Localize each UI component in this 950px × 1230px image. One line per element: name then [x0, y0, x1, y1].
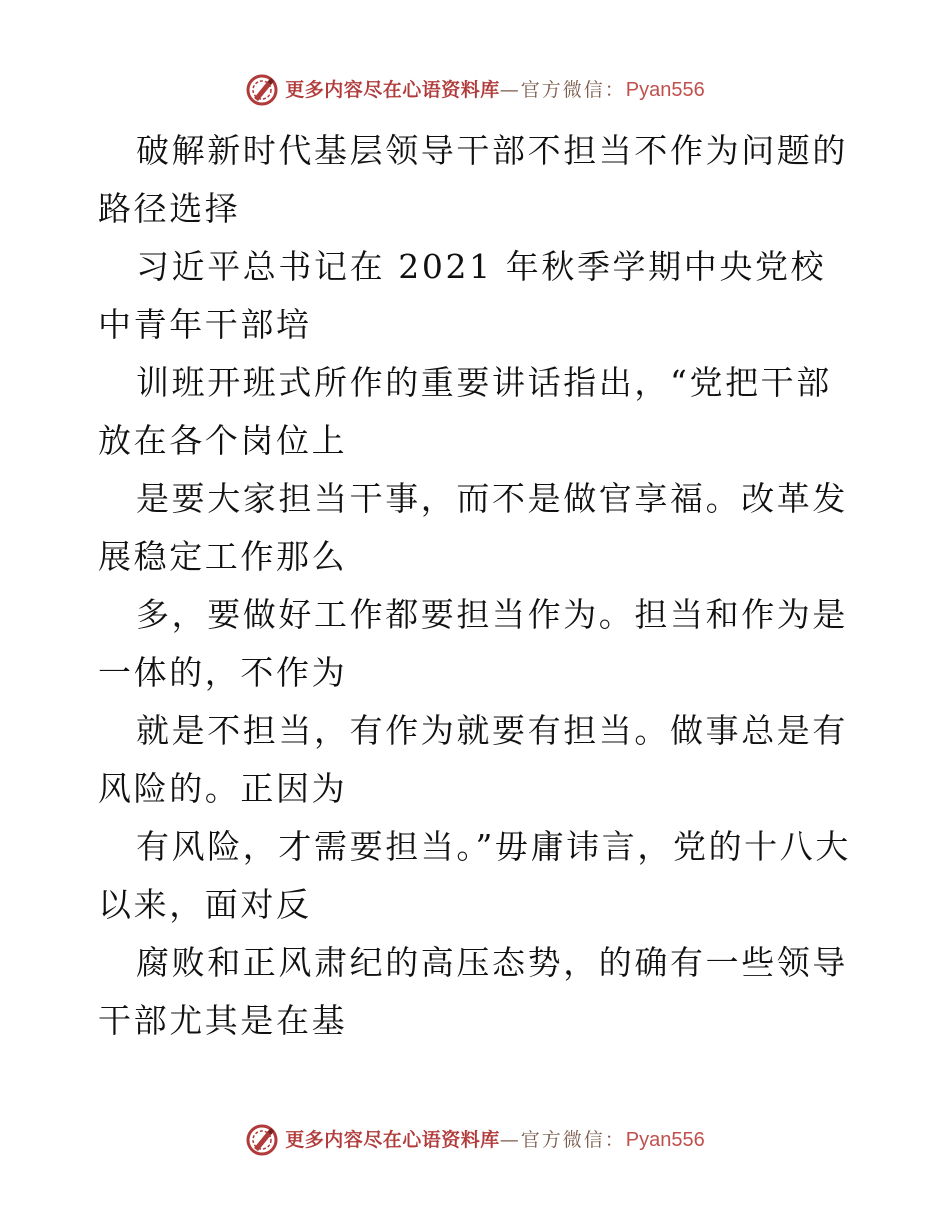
banner-site-name: 更多内容尽在心语资料库 — [285, 1128, 500, 1151]
paragraph-line: 就是不担当，有作为就要有担当。做事总是有风险的。正因为 — [98, 711, 848, 808]
banner-text — [285, 80, 705, 100]
document-body — [98, 122, 858, 1050]
pen-nib-circle-icon — [245, 1123, 279, 1157]
paragraph-title: 破解新时代基层领导干部不担当不作为问题的路径选择 — [98, 131, 848, 228]
banner-wechat-label: —官方微信： — [499, 78, 626, 101]
paragraph-line: 习近平总书记在 2021 年秋季学期中央党校中青年干部培 — [98, 247, 827, 344]
paragraph-line: 是要大家担当干事，而不是做官享福。改革发展稳定工作那么 — [98, 479, 848, 576]
header-banner — [0, 70, 950, 110]
banner-wechat-label: —官方微信： — [499, 1128, 626, 1151]
banner-site-name: 更多内容尽在心语资料库 — [285, 78, 500, 101]
banner-text — [285, 1130, 705, 1150]
paragraph-line: 腐败和正风肃纪的高压态势，的确有一些领导干部尤其是在基 — [98, 943, 848, 1040]
footer-banner — [0, 1120, 950, 1160]
pen-nib-circle-icon — [245, 73, 279, 107]
banner-wechat-id: Pyan556 — [625, 79, 705, 101]
paragraph-line: 多，要做好工作都要担当作为。担当和作为是一体的，不作为 — [98, 595, 848, 692]
paragraph-line: 训班开班式所作的重要讲话指出，“党把干部放在各个岗位上 — [98, 363, 832, 460]
banner-wechat-id: Pyan556 — [625, 1129, 705, 1151]
paragraph-line: 有风险，才需要担当。”毋庸讳言，党的十八大以来，面对反 — [98, 827, 851, 924]
